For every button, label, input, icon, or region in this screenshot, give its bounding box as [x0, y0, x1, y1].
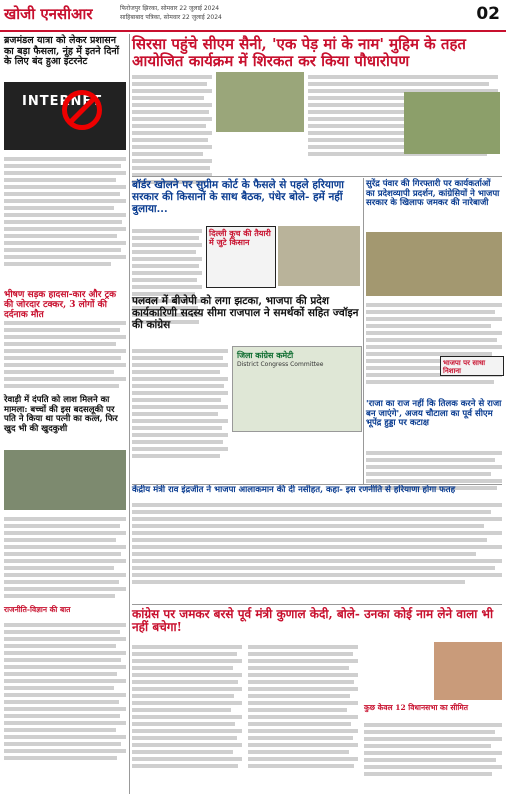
masthead-meta [120, 4, 222, 22]
kedi-photo [434, 642, 502, 700]
left-bottom-body [4, 620, 126, 763]
accident-body [4, 318, 126, 391]
rao-strip-body [132, 500, 502, 587]
congress-banner-title: जिला कांग्रेस कमेटी [237, 351, 294, 360]
masthead-date: फिरोजपुर झिरका, सोमवार 22 जुलाई 2024 [120, 5, 220, 12]
palwal-headline: पलवल में बीजेपी को लगा झटका, भाजपा की प्रदेश कार्यकारिणी सदस्य सीमा राजपाल ने समर्थकों सहित ज्वॉइन की कांग्रेस [132, 295, 359, 331]
chautala-headline: 'राजा का राज नहीं कि तिलक करने से राजा बन जाएंगे', अजय चौटाला का पूर्व सीएम भूपेंद्र हुड्डा पर कटाक्ष [366, 399, 502, 429]
kedi-body-1 [132, 642, 242, 771]
kedi-body-2 [248, 642, 358, 771]
kedi-subhead: कुछ केवल 12 विधानसभा का सीमित [364, 703, 469, 712]
internet-story-body [4, 154, 126, 269]
accident-headline: भीषण सड़क हादसा-कार और ट्रक की जोरदार टक्कर, 3 लोगों की दर्दनाक मौत [4, 290, 117, 321]
kedi-headline: कांग्रेस पर जमकर बरसे पूर्व मंत्री कुणाल केदी, बोले- उनका कोई नाम लेने वाला भी नहीं बचेगा! [132, 607, 494, 635]
bjp-sidebar-title: भाजपा पर साधा निशाना [443, 358, 486, 375]
kedi-body-3 [364, 720, 502, 779]
column-rule-left [129, 34, 130, 794]
section-rule-1 [132, 176, 502, 177]
congress-banner-sub: District Congress Committee [237, 361, 324, 368]
congress-banner [232, 346, 362, 432]
masthead [0, 0, 506, 32]
rewari-headline: रेवाड़ी में दंपति को लाश मिलने का मामला: बच्चों की इस बदसलूकी पर पति ने किया था पत्नी का कत्ल, फिर खुद भी की खुदकुशी [4, 395, 118, 434]
lead-headline: सिरसा पहुंचे सीएम सैनी, 'एक पेड़ मां के नाम' मुहिम के तहत आयोजित कार्यक्रम में शिरकत कर किया पौधारोपण [132, 35, 466, 70]
lead-body-1 [132, 72, 212, 187]
rao-strip-headline: केंद्रीय मंत्री राव इंद्रजीत ने भाजपा आलाकमान की दी नसीहत, कहा- इस रणनीति से हरियाणा होगा फतह [132, 485, 456, 495]
section-rule-2 [132, 484, 502, 485]
logo: खोजी एनसीआर [4, 5, 93, 23]
masthead-subline: साहिबाबाद पत्रिका, सोमवार 22 जुलाई 2024 [120, 14, 222, 21]
farmers-sidebar-title: दिल्ली कूच की तैयारी में जुटे किसान [209, 228, 271, 247]
internet-image [4, 82, 126, 150]
page-number: 02 [476, 4, 500, 24]
section-rule-3 [132, 604, 502, 605]
lead-photo [216, 72, 304, 132]
farmers-sidebar [206, 226, 276, 288]
panwar-headline: सुरेंद्र पंवार की गिरफ्तारी पर कार्यकर्ताओं का प्रदेशव्यापी प्रदर्शन, कांग्रेसियों ने भाजपा सरकार के खिलाफ जमकर की नारेबाजी [366, 179, 500, 209]
border-story-headline: बॉर्डर खोलने पर सुप्रीम कोर्ट के फैसले से पहले हरियाणा सरकार की किसानों के साथ बैठक, पंधेर बोले- हमें नहीं बुलाया... [132, 179, 345, 215]
internet-image-text: INTERNET [22, 94, 103, 109]
internet-story-headline: ब्रजमंडल यात्रा को लेकर प्रशासन का बड़ा फैसला, नूंह में इतने दिनों के लिए बंद हुआ इंटरनेट [4, 35, 120, 68]
left-bottom-subhead: राजनीति-विज्ञान की बात [4, 605, 71, 614]
lead-photo-right [404, 92, 500, 154]
bjp-sidebar [440, 356, 504, 376]
column-rule-right [363, 178, 364, 484]
palwal-body [132, 346, 228, 461]
protest-photo [366, 232, 502, 296]
rewari-body [4, 514, 126, 601]
court-photo [278, 226, 360, 286]
rewari-photo [4, 450, 126, 510]
